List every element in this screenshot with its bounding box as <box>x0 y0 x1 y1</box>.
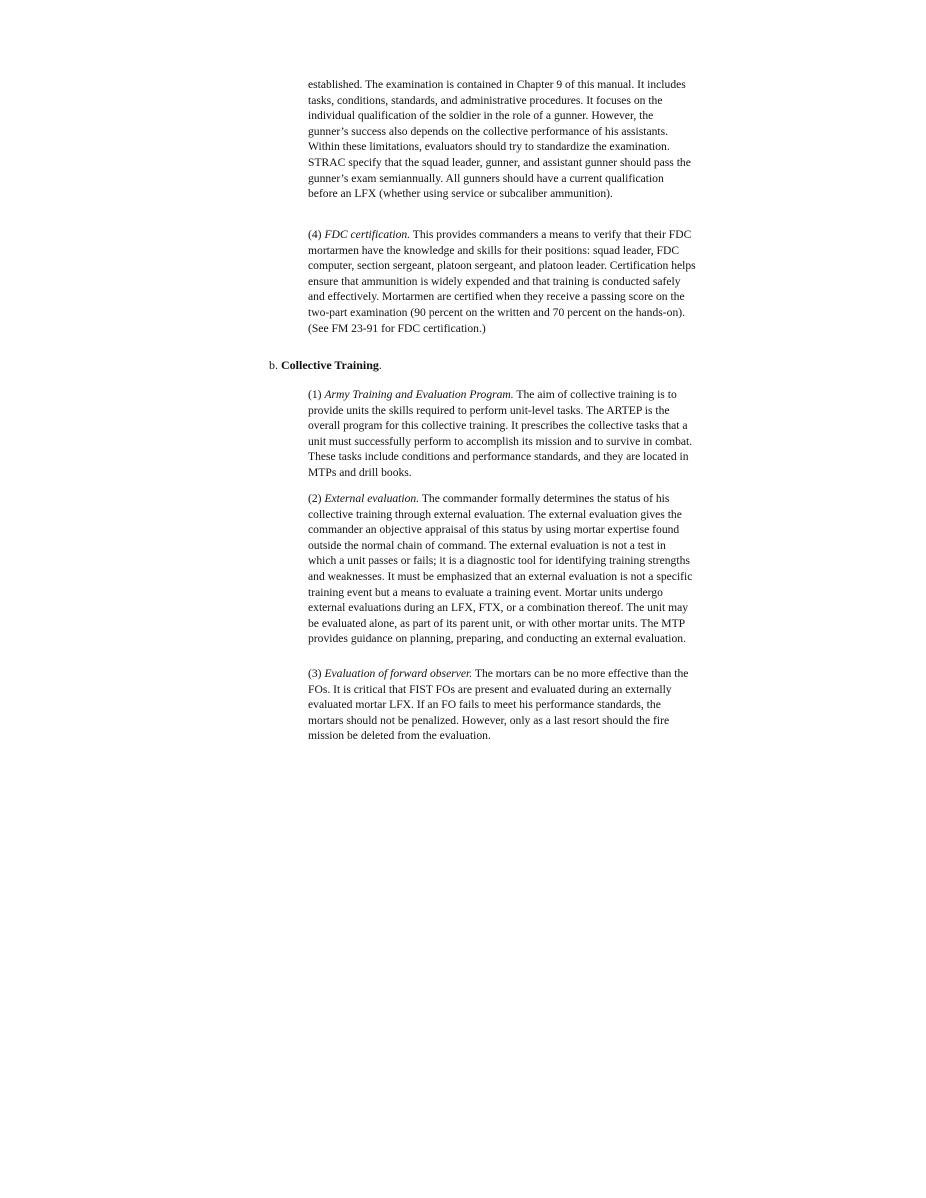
paragraph-artep <box>308 387 696 481</box>
paragraph-text: established. The examination is contained in Chapter 9 of this manual. It includes tasks, conditions, standards, and administrative procedures. It focuses on the individual qualification of the soldier in the role of a gunner. However, the gunner’s success also depends on the collective performance of his assistants. Within these limitations, evaluators should try to standardize the examination. STRAC specify that the squad leader, gunner, and assistant gunner should pass the gunner’s exam semiannually. All gunners should have a current qualification before an LFX (whether using service or subcaliber ammunition). <box>308 78 691 201</box>
paragraph-text: This provides commanders a means to verify that their FDC mortarmen have the knowledge and skills for their positions: squad leader, FDC computer, section sergeant, platoon sergeant, and platoon leader. Certification helps ensure that ammunition is widely expended and that training is conducted safely and effectively. Mortarmen are certified when they receive a passing score on the two-part examination (90 percent on the written and 70 percent on the hands-on). (See FM 23-91 for FDC certification.) <box>308 228 696 335</box>
section-suffix: . <box>378 358 382 372</box>
paragraph-text: The commander formally determines the status of his collective training through external evaluation. The external evaluation gives the commander an objective appraisal of this status by using mortar expertise found outside the normal chain of command. The external evaluation is not a test in which a unit passes or fails; it is a diagnostic tool for identifying training strengths and weaknesses. It must be emphasized that an external evaluation is not a specific training event but a means to evaluate a training event. Mortar units undergo external evaluations during an LFX, FTX, or a combination thereof. The unit may be evaluated alone, as part of its parent unit, or with other mortar units. The MTP provides guidance on planning, preparing, and conducting an external evaluation. <box>308 492 693 646</box>
paragraph-title: Army Training and Evaluation Program. <box>324 388 514 401</box>
paragraph-number: (1) <box>308 388 322 401</box>
paragraph-title: External evaluation. <box>324 492 420 505</box>
section-heading-collective-training <box>269 357 382 373</box>
paragraph-forward-observer <box>308 666 696 744</box>
paragraph-title: FDC certification. <box>324 228 411 241</box>
paragraph-text: The mortars can be no more effective than the FOs. It is critical that FIST FOs are present and evaluated during an externally evaluated mortar LFX. If an FO fails to meet his performance standards, the mortars should not be penalized. However, only as a last resort should the fire mission be deleted from the evaluation. <box>308 667 689 743</box>
paragraph-external-evaluation <box>308 491 696 647</box>
paragraph-number: (3) <box>308 667 322 680</box>
paragraph-fdc-certification <box>308 227 696 336</box>
section-title: Collective Training <box>281 358 379 372</box>
paragraph-number: (4) <box>308 228 322 241</box>
paragraph-number: (2) <box>308 492 322 505</box>
paragraph-gunner-exam <box>308 77 696 202</box>
paragraph-title: Evaluation of forward observer. <box>324 667 473 680</box>
paragraph-text: The aim of collective training is to provide units the skills required to perform unit-level tasks. The ARTEP is the overall program for this collective training. It prescribes the collective tasks that a unit must successfully perform to accomplish its mission and to survive in combat. These tasks include conditions and performance standards, and they are located in MTPs and drill books. <box>308 388 693 479</box>
section-prefix: b. <box>269 358 278 372</box>
